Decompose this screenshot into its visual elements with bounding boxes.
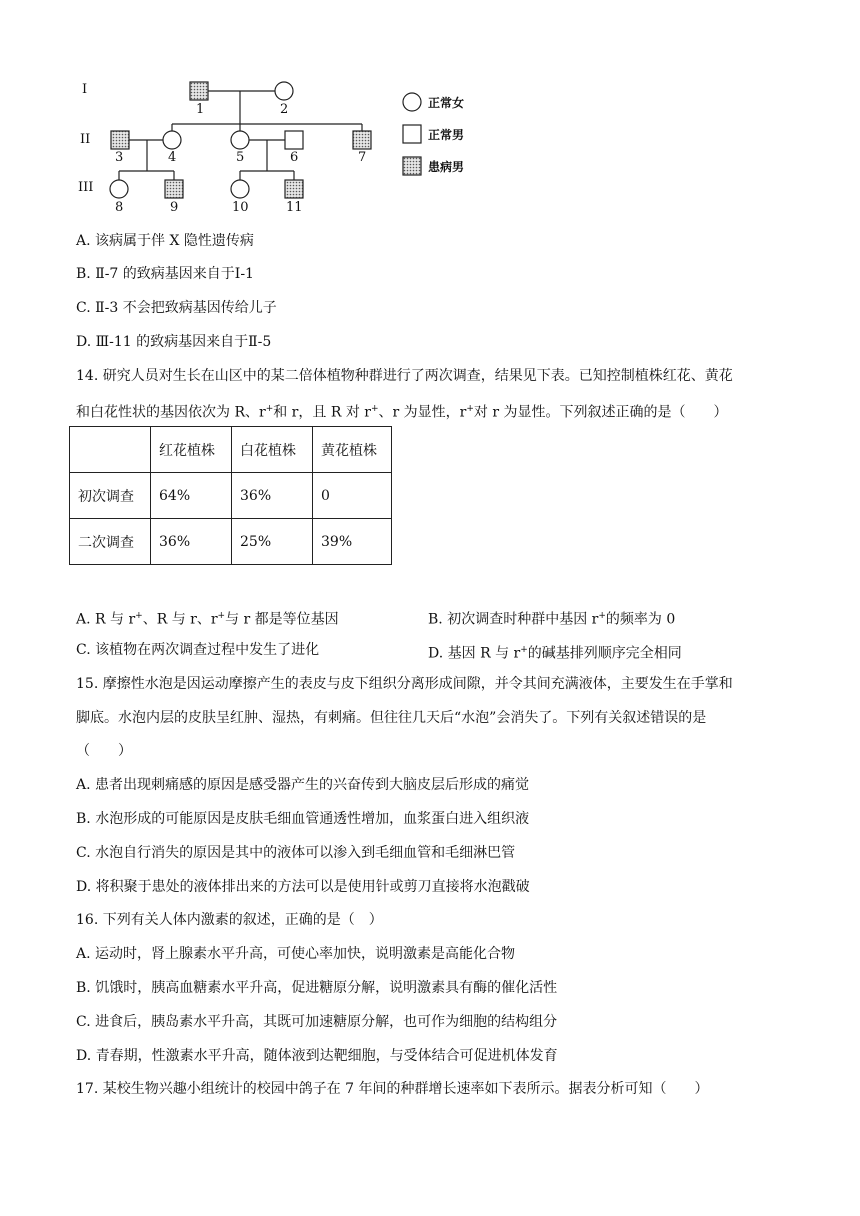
q16-option-b: B. 饥饿时，胰高血糖素水平升高，促进糖原分解，说明激素具有酶的催化活性 — [76, 980, 558, 996]
generation-label: II — [80, 132, 91, 147]
table-row — [70, 473, 392, 519]
table-row — [70, 519, 392, 565]
q16-stem: 16. 下列有关人体内激素的叙述，正确的是（ ） — [76, 912, 383, 928]
individual-number: 9 — [170, 200, 179, 215]
individual-number: 8 — [115, 200, 124, 215]
individual-7 — [353, 131, 371, 149]
table-cell: 36% — [151, 519, 232, 565]
q14-stem-line2: 和白花性状的基因依次为 R、r+和 r，且 R 对 r+、r 为显性，r+对 r 为显性。下列叙述正确的是（ ） — [76, 404, 728, 421]
q16-option-a: A. 运动时，肾上腺素水平升高，可使心率加快，说明激素是高能化合物 — [76, 946, 516, 962]
q15-stem-line2: 脚底。水泡内层的皮肤呈红肿、湿热，有刺痛。但往往几天后“水泡”会消失了。下列有关叙述错误的是 — [76, 710, 707, 726]
legend-female-symbol — [403, 93, 421, 111]
table-header-cell: 白花植株 — [232, 427, 313, 473]
q16-option-d: D. 青春期，性激素水平升高，随体液到达靶细胞，与受体结合可促进机体发育 — [76, 1048, 558, 1064]
legend-normal-male: 正常男 — [428, 128, 465, 142]
table-cell: 初次调查 — [70, 473, 151, 519]
individual-6 — [285, 131, 303, 149]
legend-affected-male: 患病男 — [428, 160, 465, 174]
legend-affected-symbol — [403, 157, 421, 175]
individual-10 — [231, 180, 249, 198]
table-cell: 36% — [232, 473, 313, 519]
table-cell: 39% — [313, 519, 392, 565]
individual-1 — [190, 82, 208, 100]
table-header-cell: 红花植株 — [151, 427, 232, 473]
q13-option-d: D. Ⅲ-11 的致病基因来自于Ⅱ-5 — [76, 334, 272, 350]
individual-11 — [285, 180, 303, 198]
q17-stem: 17. 某校生物兴趣小组统计的校园中鸽子在 7 年间的种群增长速率如下表所示。据表分析可知（ ） — [76, 1081, 709, 1097]
q14-option-c: C. 该植物在两次调查过程中发生了进化 — [76, 642, 320, 658]
q15-option-c: C. 水泡自行消失的原因是其中的液体可以渗入到毛细血管和毛细淋巴管 — [76, 845, 516, 861]
individual-9 — [165, 180, 183, 198]
legend-normal-female: 正常女 — [428, 96, 465, 110]
q14-option-d: D. 基因 R 与 r+的碱基排列顺序完全相同 — [428, 645, 682, 662]
table-cell: 25% — [232, 519, 313, 565]
individual-3 — [111, 131, 129, 149]
individual-2 — [275, 82, 293, 100]
individual-4 — [163, 131, 181, 149]
table-cell: 二次调查 — [70, 519, 151, 565]
legend-male-symbol — [403, 125, 421, 143]
individual-8 — [110, 180, 128, 198]
q14-option-a: A. R 与 r+、R 与 r、r+与 r 都是等位基因 — [76, 611, 339, 628]
individual-5 — [231, 131, 249, 149]
individual-number: 11 — [286, 200, 303, 215]
q16-option-c: C. 进食后，胰岛素水平升高，其既可加速糖原分解，也可作为细胞的结构组分 — [76, 1014, 558, 1030]
q13-option-c: C. Ⅱ-3 不会把致病基因传给儿子 — [76, 300, 277, 316]
q14-option-b: B. 初次调查时种群中基因 r+的频率为 0 — [428, 611, 676, 628]
q15-stem-line1: 15. 摩擦性水泡是因运动摩擦产生的表皮与皮下组织分离形成间隙，并令其间充满液体，主要发生在手掌和 — [76, 676, 733, 692]
q13-option-a: A. 该病属于伴 X 隐性遗传病 — [76, 233, 254, 249]
table-header-cell: 黄花植株 — [313, 427, 392, 473]
pedigree-lines — [70, 70, 490, 220]
q15-option-a: A. 患者出现刺痛感的原因是感受器产生的兴奋传到大脑皮层后形成的痛觉 — [76, 777, 530, 793]
q13-option-b: B. Ⅱ-7 的致病基因来自于Ⅰ-1 — [76, 266, 254, 282]
q15-option-b: B. 水泡形成的可能原因是皮肤毛细血管通透性增加，血浆蛋白进入组织液 — [76, 811, 530, 827]
q15-stem-line3: （ ） — [76, 743, 132, 759]
generation-label: I — [82, 82, 88, 97]
table-header-cell — [70, 427, 151, 473]
individual-number: 6 — [290, 150, 299, 165]
individual-number: 2 — [280, 102, 289, 117]
q14-stem-line1: 14. 研究人员对生长在山区中的某二倍体植物种群进行了两次调查，结果见下表。已知控制植株红花、黄花 — [76, 368, 733, 384]
individual-number: 1 — [196, 102, 205, 117]
individual-number: 3 — [115, 150, 124, 165]
survey-table — [69, 426, 392, 565]
individual-number: 7 — [358, 150, 367, 165]
table-cell: 0 — [313, 473, 392, 519]
table-header-row — [70, 427, 392, 473]
q15-option-d: D. 将积聚于患处的液体排出来的方法可以是使用针或剪刀直接将水泡戳破 — [76, 879, 530, 895]
pedigree-chart — [70, 70, 490, 220]
table-cell: 64% — [151, 473, 232, 519]
individual-number: 4 — [168, 150, 177, 165]
generation-label: III — [78, 180, 94, 195]
individual-number: 5 — [236, 150, 245, 165]
individual-number: 10 — [232, 200, 249, 215]
